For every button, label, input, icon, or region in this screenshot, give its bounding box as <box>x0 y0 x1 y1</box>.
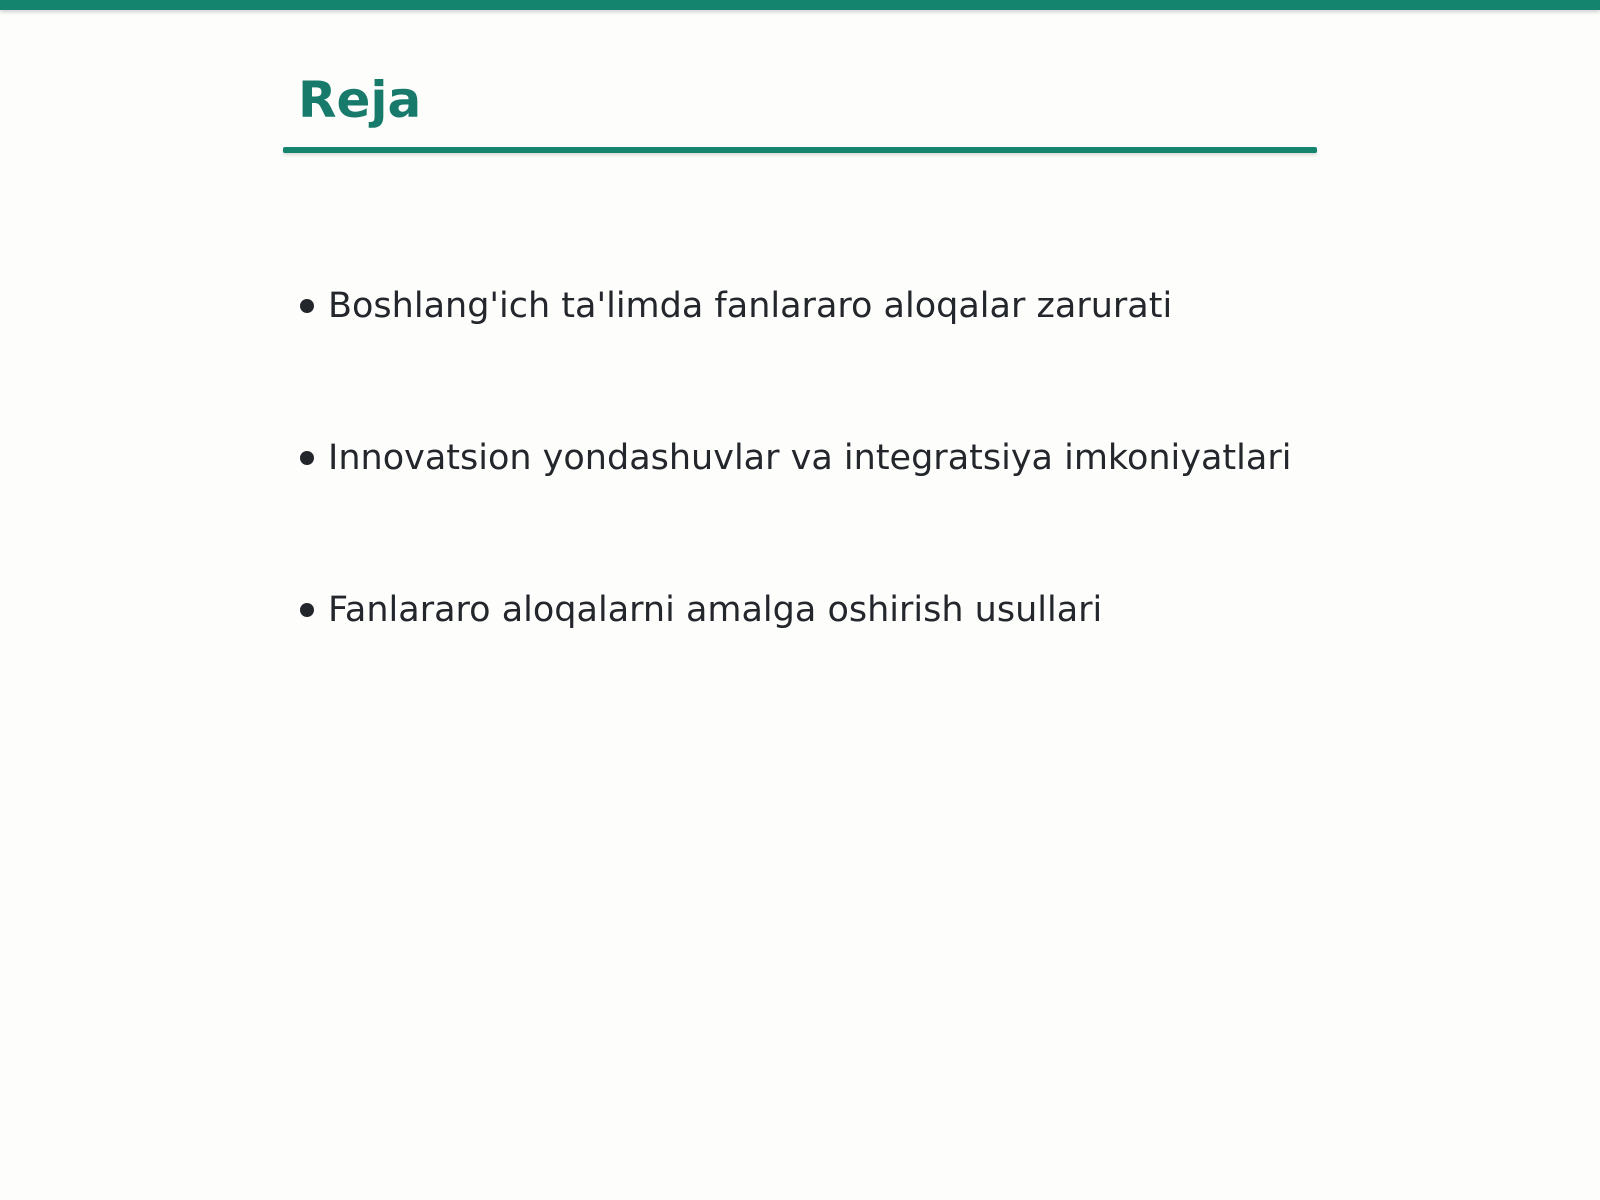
bullet-text: Innovatsion yondashuvlar va integratsiya imkoniyatlari <box>328 438 1292 478</box>
bullet-text: Fanlararo aloqalarni amalga oshirish usullari <box>328 590 1103 630</box>
bullet-text: Boshlang'ich ta'limda fanlararo aloqalar zarurati <box>328 286 1173 326</box>
title-underline <box>283 147 1317 153</box>
top-accent-bar <box>0 0 1600 10</box>
bullet-dot-icon <box>300 603 314 617</box>
list-item <box>300 584 1291 636</box>
slide-title: Reja <box>298 71 422 129</box>
bullet-dot-icon <box>300 451 314 465</box>
bullet-dot-icon <box>300 299 314 313</box>
list-item <box>300 280 1291 332</box>
bullet-list <box>300 280 1291 736</box>
list-item <box>300 432 1291 484</box>
